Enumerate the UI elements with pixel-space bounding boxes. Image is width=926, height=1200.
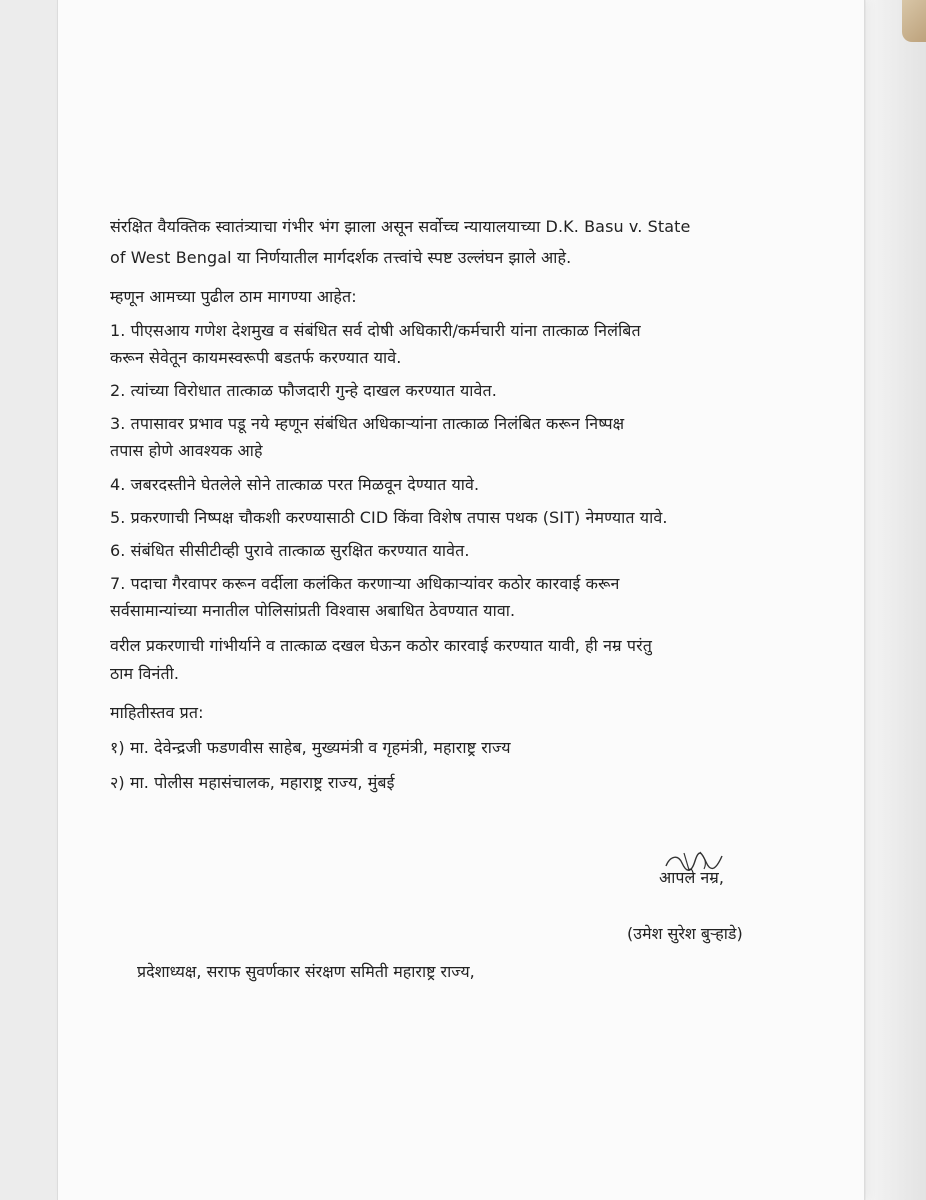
demand-6-line-1: 6. संबंधित सीसीटीव्ही पुरावे तात्काळ सुरक्षित करण्यात यावेत. [110,540,470,560]
intro-line-2: of West Bengal या निर्णयातील मार्गदर्शक तत्त्वांचे स्पष्ट उल्लंघन झाले आहे. [110,248,572,268]
demand-7-line-2: सर्वसामान्यांच्या मनातील पोलिसांप्रती विश्वास अबाधित ठेवण्यात यावा. [110,601,516,621]
demand-1-line-1: 1. पीएसआय गणेश देशमुख व संबंधित सर्व दोषी अधिकारी/कर्मचारी यांना तात्काळ निलंबित [110,320,641,340]
signatory-name: (उमेश सुरेश बुऱ्हाडे) [627,924,743,943]
demand-3-line-2: तपास होणे आवश्यक आहे [110,441,263,461]
intro-line-1: संरक्षित वैयक्तिक स्वातंत्र्याचा गंभीर भंग झाला असून सर्वोच्च न्यायालयाच्या D.K. Basu v. State [110,217,691,236]
letter-body [110,217,780,792]
signatory-designation: प्रदेशाध्यक्ष, सराफ सुवर्णकार संरक्षण समिती महाराष्ट्र राज्य, [137,962,475,981]
demand-5-line-1: 5. प्रकरणाची निष्पक्ष चौकशी करण्यासाठी CID किंवा विशेष तपास पथक (SIT) नेमण्यात यावे. [110,507,668,527]
wood-corner [902,0,926,42]
demand-2-line-1: 2. त्यांच्या विरोधात तात्काळ फौजदारी गुन्हे दाखल करण्यात यावेत. [110,380,497,400]
demand-1-line-2: करून सेवेतून कायमस्वरूपी बडतर्फ करण्यात यावे. [110,347,402,367]
copy-item-2: २) मा. पोलीस महासंचालक, महाराष्ट्र राज्य, मुंबई [110,773,395,793]
copy-heading: माहितीस्तव प्रत: [110,702,204,722]
closing-line-2: ठाम विनंती. [110,663,180,683]
signature-block [645,846,785,892]
demand-7-line-1: 7. पदाचा गैरवापर करून वर्दीला कलंकित करणाऱ्या अधिकाऱ्यांवर कठोर कारवाई करून [110,574,620,594]
signature-text: आपले नम्र, [659,868,724,887]
copy-item-1: १) मा. देवेन्द्रजी फडणवीस साहेब, मुख्यमंत्री व गृहमंत्री, महाराष्ट्र राज्य [110,738,511,757]
demands-heading: म्हणून आमच्या पुढील ठाम मागण्या आहेत: [110,287,357,307]
closing-line-1: वरील प्रकरणाची गांभीर्याने व तात्काळ दखल घेऊन कठोर कारवाई करण्यात यावी, ही नम्र परंतु [110,636,652,656]
demand-4-line-1: 4. जबरदस्तीने घेतलेले सोने तात्काळ परत मिळवून देण्यात यावे. [110,474,480,494]
photo-background-shadow [866,0,926,1200]
demand-3-line-1: 3. तपासावर प्रभाव पडू नये म्हणून संबंधित अधिकाऱ्यांना तात्काळ निलंबित करून निष्पक्ष [110,414,625,434]
